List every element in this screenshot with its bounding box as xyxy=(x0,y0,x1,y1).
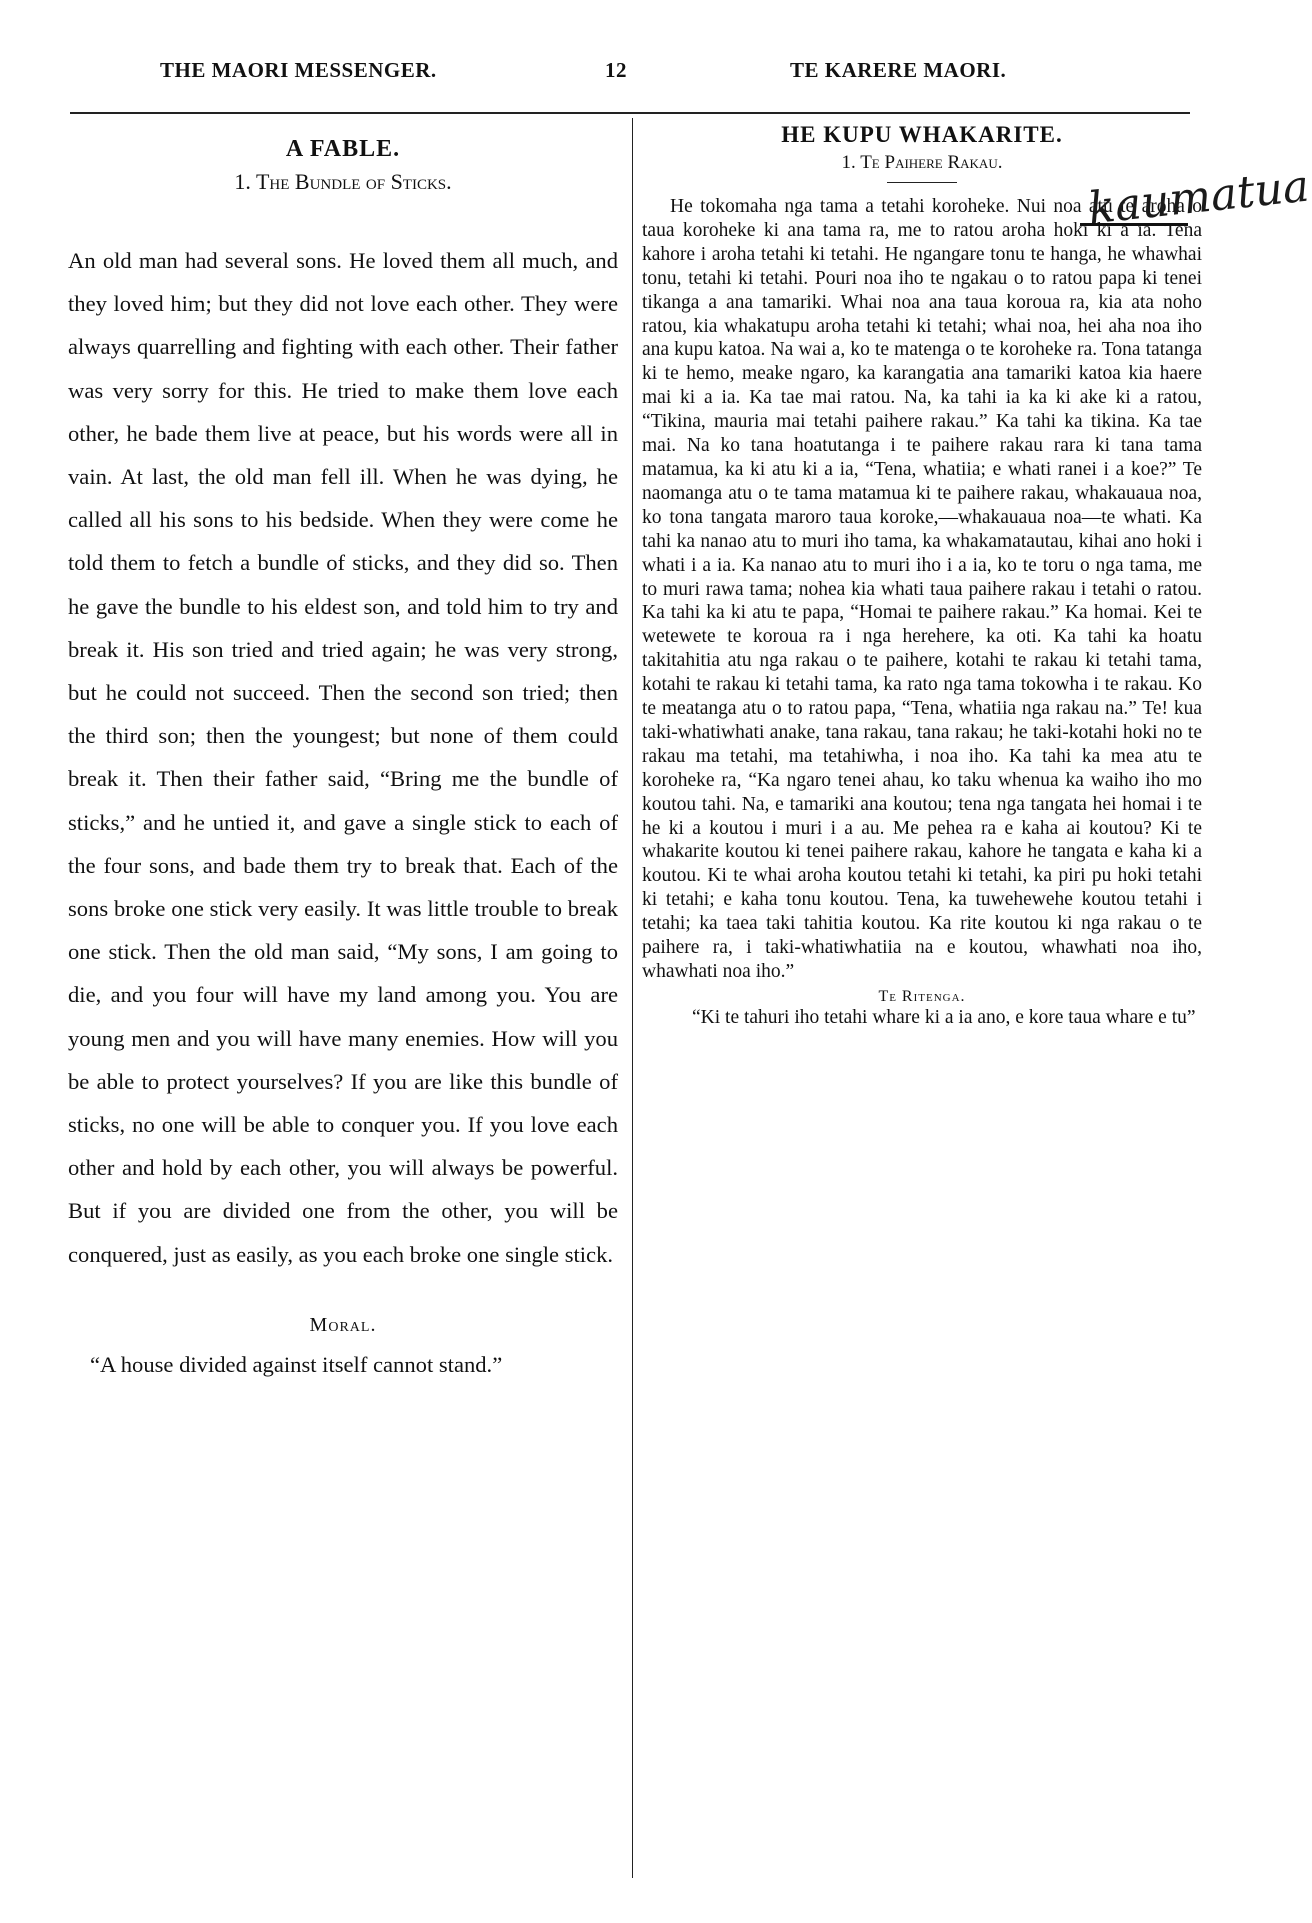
column-divider xyxy=(632,118,633,1878)
moral-heading: Moral. xyxy=(309,1313,377,1336)
ritenga-text: “Ki te tahuri iho tetahi whare ki a ia ano, e kore taua whare e tu” xyxy=(692,1006,1196,1028)
maori-subtitle-rule xyxy=(887,182,957,183)
maori-subtitle: 1. Te Paihere Rakau. xyxy=(841,152,1003,173)
header-rule xyxy=(70,112,1190,114)
ritenga-heading: Te Ritenga. xyxy=(878,987,966,1005)
english-title: A FABLE. xyxy=(285,136,401,162)
english-body: An old man had several sons. He loved them all much, and they loved him; but they did not love each other. They were always quarrelling and fighting with each other. Their father was very sorry for this. He tried to make them love each other, he bade them live at peace, but his words were all in vain. At last, the old man fell ill. When he was dying, he called all his sons to his bedside. When they were come he told them to fetch a bundle of sticks, and they did so. Then he gave the bundle to his eldest son, and told him to try and break it. His son tried and tried again; he was very strong, but he could not succeed. Then the second son tried; then the third son; then the youngest; but none of them could break it. Then their father said, “Bring me the bundle of sticks,” and he untied it, and gave a single stick to each of the four sons, and bade them try to break that. Each of the sons broke one stick very easily. It was little trouble to break one stick. Then the old man said, “My sons, I am going to die, and you four will have my land among you. You are young men and you will have many enemies. How will you be able to protect yourselves? If you are like this bundle of sticks, no one will be able to conquer you. If you love each other and hold by each other, you will always be powerful. But if you are divided one from the other, you will be conquered, just as easily, as you each broke one single stick. xyxy=(68,248,618,1267)
maori-body: He tokomaha nga tama a tetahi koroheke. Nui noa atu te aroha o taua koroheke ki ana tama ra, me to ratou aroha hoki ki a ia. Tena kahore i aroha tetahi ki tetahi. He ngangare tonu te hanga, he whawhai tonu, tetahi ki tetahi. Pouri noa iho te ngakau o to ratou papa ki tenei tikanga a ana tamariki. Whai noa ana taua koroua ra, kia ata noho ratou, kia whakatupu aroha tetahi ki tetahi; whai noa, hei aha noa iho ana kupu katoa. Na wai a, ko te matenga o te koroheke ra. Tona tatanga ki te hemo, meake ngaro, ka karangatia ana tamariki katoa kia haere mai ki a ia. Ka tae mai ratou. Na, ka tahi ia ka ki ake ki a ratou, “Tikina, mauria mai tetahi paihere rakau.” Ka tahi ka tikina. Ka tae mai. Na ko tana hoatutanga i te paihere rakau rara ki tana tama matamua, ka ki atu ki a ia, “Tena, whatiia; e whati ranei i a koe?” Te naomanga atu o te tama matamua ki te paihere rakau, whakauaua noa, ko tona tangata maroro taua koroke,—whakauaua noa—te whati. Ka tahi ka nanao atu to muri iho tama, ka whakamatautau, kihai ano hoki i whati i a ia. Ka nanao atu to muri iho i a ia, ko te toru o nga tama, me to muri rawa tama; nohea kia whati taua paihere rakau i tetahi o ratou. Ka tahi ka ki atu te papa, “Homai te paihere rakau.” Ka homai. Kei te wetewete te koroua ra i nga herehere, ka oti. Ka tahi ka hoatu takitahitia atu nga rakau o te paihere, kotahi te rakau ki tetahi tama, kotahi te rakau ki tetahi tama, ka rato nga tama tokowha i te rakau. Ko te meatanga atu o to ratou papa, “Tena, whatiia nga rakau na.” Te! kua taki-whatiwhati anake, tana rakau, tana rakau; he taki-kotahi hoki no te rakau ma tetahi, ma tetahiwha, i noa iho. Ka tahi ka mea atu te koroheke ra, “Ka ngaro tenei ahau, ko taku whenua ka waiho iho mo koutou tahi. Na, e tamariki ana koutou; tena nga tangata hei homai i te he ki a koutou i muri i a au. Me pehea ra e kaha ai koutou? Ki te whakarite koutou ki tenei paihere rakau, kahore he tangata e kaha ki a koutou. Ki te whai aroha koutou tetahi ki tetahi, ka piri pu hoki tetahi ki tetahi; e kaha tonu koutou. Tena, ka tuwehewehe koutou tetahi i tetahi; ka taea taki tahitia koutou. Ka rite koutou ki nga rakau o te paihere ra, i taki-whatiwhatiia na e koutou, whawhati noa iho, whawhati noa iho.” xyxy=(642,196,1202,982)
page-header xyxy=(70,58,1190,92)
header-english-title: THE MAORI MESSENGER. xyxy=(160,58,437,82)
header-maori-title: TE KARERE MAORI. xyxy=(790,58,1007,82)
handwritten-annotation: kaumatua xyxy=(1085,160,1312,235)
strikethrough-mark xyxy=(1080,223,1188,226)
english-column xyxy=(68,122,618,1383)
maori-column xyxy=(642,122,1202,1030)
maori-title: HE KUPU WHAKARITE. xyxy=(781,122,1063,147)
moral-text: “A house divided against itself cannot stand.” xyxy=(90,1351,503,1377)
english-subtitle: 1. The Bundle of Sticks. xyxy=(234,169,452,194)
page-number: 12 xyxy=(605,58,627,82)
